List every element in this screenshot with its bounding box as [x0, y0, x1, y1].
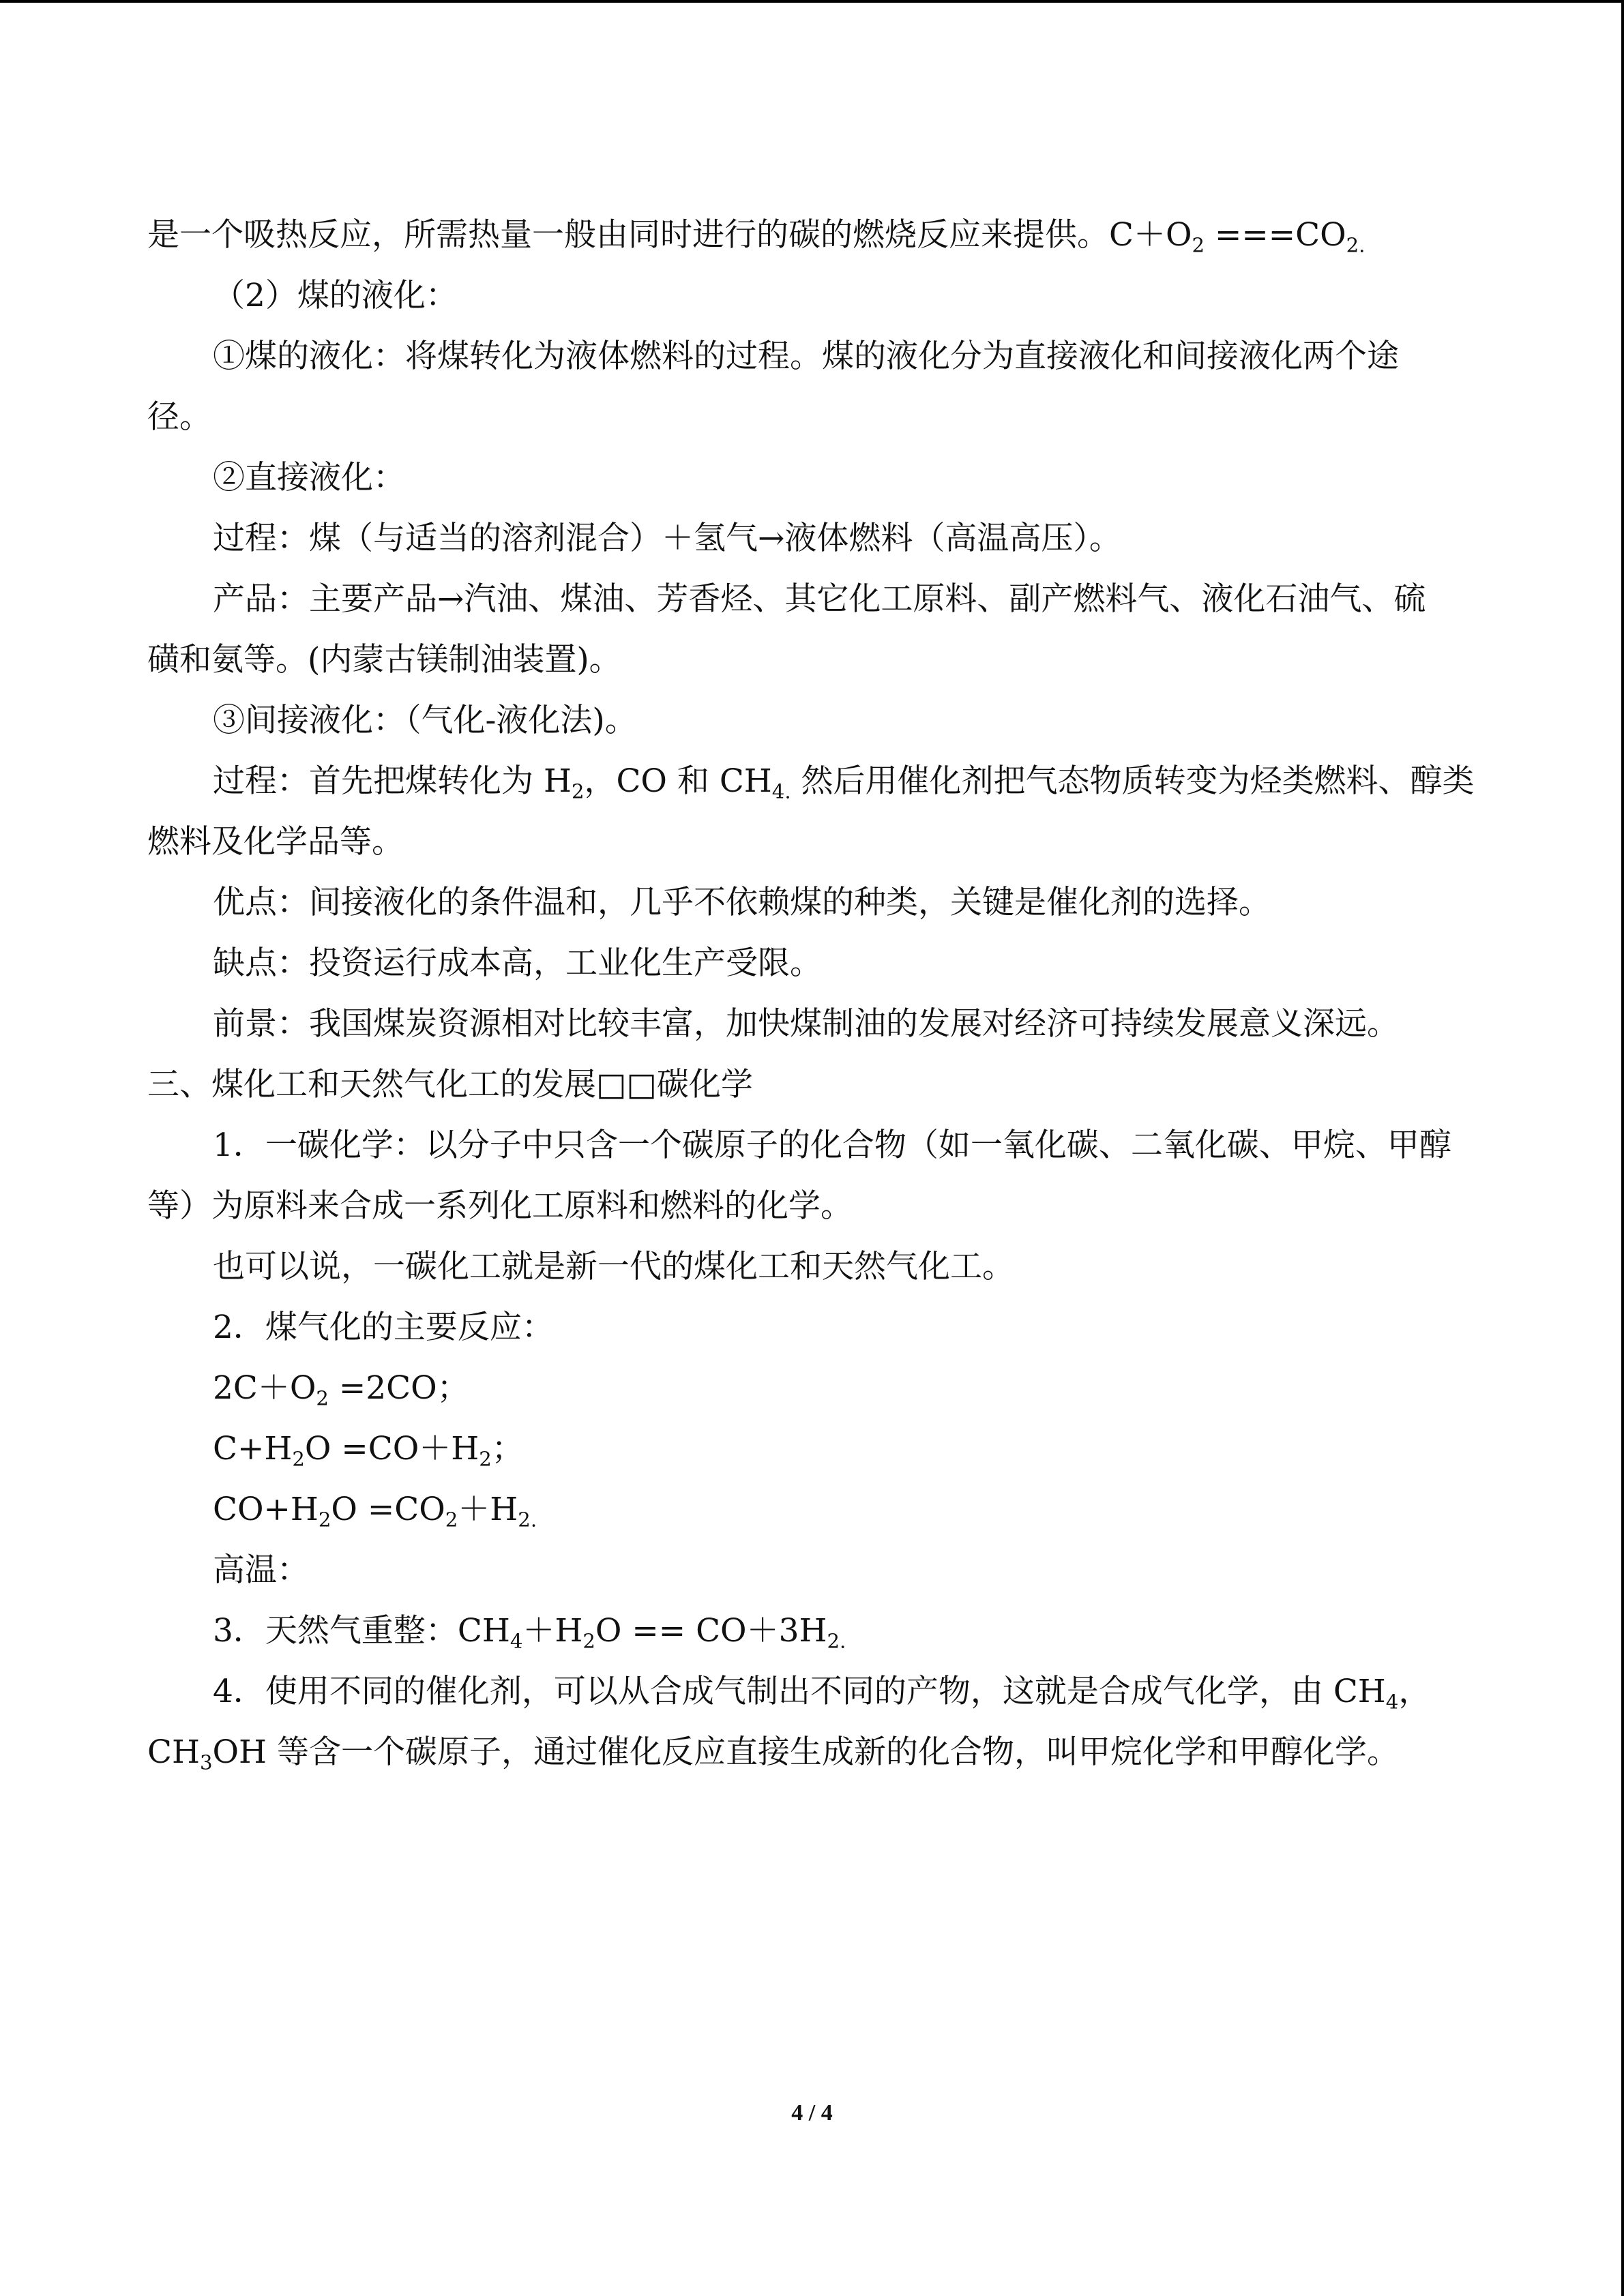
text-run: 优点：间接液化的条件温和，几乎不依赖煤的种类，关键是催化剂的选择。 — [213, 884, 1271, 921]
paragraph-line — [147, 326, 1484, 387]
subscript: 2 — [1192, 233, 1205, 257]
subscript: 2 — [479, 1447, 492, 1471]
text-run: 径。 — [147, 398, 211, 436]
text-run: ； — [491, 1430, 524, 1467]
paragraph-line — [147, 872, 1484, 933]
subscript: 2 — [445, 1508, 458, 1532]
subscript: 3 — [199, 1750, 213, 1774]
paragraph-line — [147, 1540, 1484, 1600]
text-run: 2．煤气化的主要反应： — [213, 1309, 554, 1346]
paragraph-line — [147, 569, 1484, 629]
subscript: 2 — [292, 1447, 305, 1471]
paragraph-line — [147, 1297, 1484, 1358]
text-run: 产品：主要产品→汽油、煤油、芳香烃、其它化工原料、副产燃料气、液化石油气、硫 — [213, 580, 1426, 618]
paragraph-line — [147, 1176, 1484, 1236]
paragraph-line — [147, 387, 1484, 447]
subscript: 4 — [1385, 1690, 1399, 1714]
paragraph-line — [147, 811, 1484, 872]
paragraph-line — [147, 1236, 1484, 1297]
text-run: ＋H — [458, 1491, 518, 1528]
text-run: 3．天然气重整：CH — [213, 1612, 510, 1650]
text-run: ， — [1398, 1673, 1431, 1710]
text-run: 燃料及化学品等。 — [147, 823, 404, 861]
text-run: ＋H — [522, 1612, 583, 1650]
paragraph-line — [147, 1600, 1484, 1661]
text-run: ②直接液化： — [213, 459, 405, 496]
equation-line — [147, 1418, 1484, 1479]
paragraph-line — [147, 1722, 1484, 1783]
paragraph-line — [147, 933, 1484, 994]
paragraph-line — [147, 629, 1484, 690]
text-run: 等）为原料来合成一系列化工原料和燃料的化学。 — [147, 1187, 853, 1225]
subscript: 4 — [510, 1629, 523, 1653]
equation-line — [147, 1479, 1484, 1540]
text-run: O == CO＋3H — [595, 1612, 827, 1650]
text-run: ，CO 和 CH — [584, 762, 772, 800]
paragraph-line — [147, 994, 1484, 1054]
text-run: 然后用催化剂把气态物质转变为烃类燃料、醇类 — [791, 762, 1475, 800]
text-run: ===CO — [1205, 216, 1346, 254]
text-run: 2C＋O — [213, 1369, 316, 1407]
subscript: 2 — [316, 1386, 329, 1410]
subscript: 2. — [518, 1508, 537, 1532]
text-run: ①煤的液化：将煤转化为液体燃料的过程。煤的液化分为直接液化和间接液化两个途 — [213, 338, 1399, 375]
text-run: 磺和氨等。(内蒙古镁制油装置)。 — [147, 641, 621, 679]
subscript: 2 — [318, 1508, 331, 1532]
text-run: O =CO＋H — [304, 1430, 479, 1467]
paragraph-line — [147, 508, 1484, 569]
text-run: 三、煤化工和天然气化工的发展□□碳化学 — [147, 1066, 753, 1103]
paragraph-line — [147, 205, 1484, 265]
paragraph-line — [147, 1115, 1484, 1176]
text-run: 前景：我国煤炭资源相对比较丰富，加快煤制油的发展对经济可持续发展意义深远。 — [213, 1005, 1399, 1043]
text-run: 高温： — [213, 1551, 309, 1589]
text-run: 4．使用不同的催化剂，可以从合成气制出不同的产物，这就是合成气化学，由 CH — [213, 1673, 1386, 1710]
text-run: C+H — [213, 1430, 293, 1467]
section-heading — [147, 1054, 1484, 1115]
page-border-top — [0, 0, 1624, 3]
subscript: 2. — [1346, 233, 1365, 257]
text-run: 也可以说，一碳化工就是新一代的煤化工和天然气化工。 — [213, 1248, 1014, 1285]
equation-line — [147, 1358, 1484, 1418]
subscript: 2 — [571, 779, 585, 803]
page-number: 4 / 4 — [791, 2100, 833, 2126]
text-run: CH — [147, 1733, 200, 1771]
text-run: 是一个吸热反应，所需热量一般由同时进行的碳的燃烧反应来提供。C＋O — [147, 216, 1192, 254]
text-run: 过程：煤（与适当的溶剂混合）＋氢气→液体燃料（高温高压）。 — [213, 520, 1121, 557]
text-run: （2）煤的液化： — [213, 277, 458, 314]
paragraph-line — [147, 265, 1484, 326]
page-border-right — [1621, 0, 1624, 2296]
text-run: 1．一碳化学：以分子中只含一个碳原子的化合物（如一氧化碳、二氧化碳、甲烷、甲醇 — [213, 1127, 1451, 1164]
text-run: O =CO — [331, 1491, 445, 1528]
subscript: 4. — [771, 779, 791, 803]
text-run: OH 等含一个碳原子，通过催化反应直接生成新的化合物，叫甲烷化学和甲醇化学。 — [212, 1733, 1399, 1771]
subscript: 2. — [827, 1629, 846, 1653]
paragraph-line — [147, 751, 1484, 811]
paragraph-line — [147, 1661, 1484, 1722]
paragraph-line — [147, 690, 1484, 751]
document-body — [147, 205, 1484, 1783]
text-run: =2CO； — [328, 1369, 469, 1407]
text-run: CO+H — [213, 1491, 319, 1528]
text-run: 缺点：投资运行成本高，工业化生产受限。 — [213, 944, 822, 982]
subscript: 2 — [582, 1629, 595, 1653]
paragraph-line — [147, 447, 1484, 508]
text-run: ③间接液化：（气化-液化法)。 — [213, 702, 637, 739]
text-run: 过程：首先把煤转化为 H — [213, 762, 572, 800]
